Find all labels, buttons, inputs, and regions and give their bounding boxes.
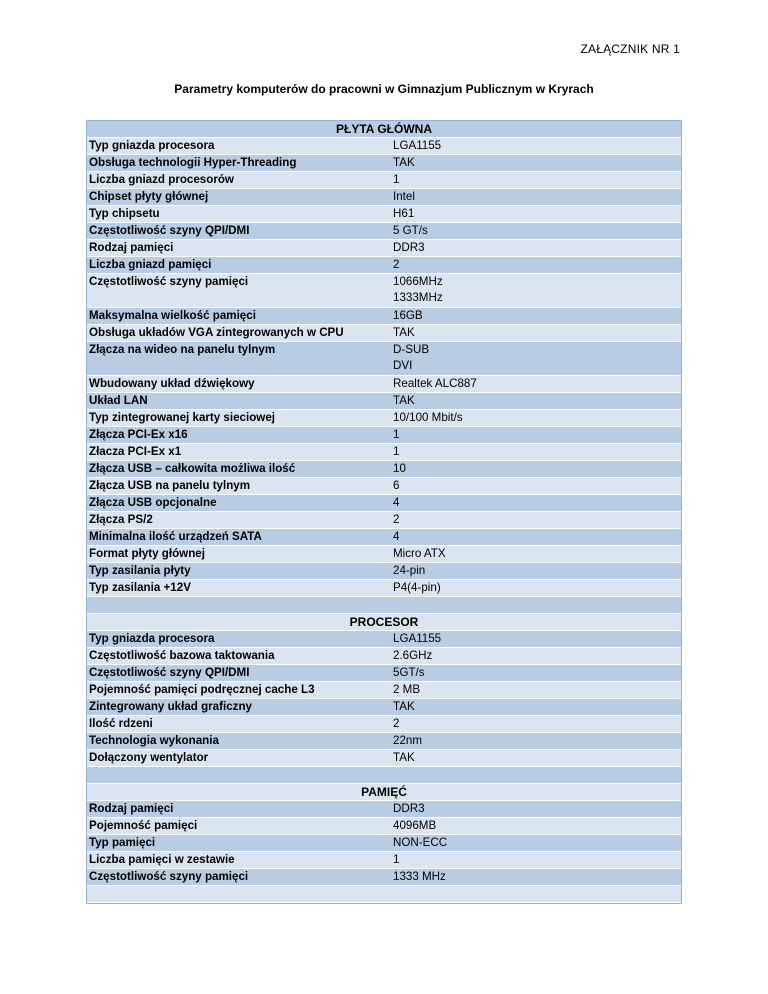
- table-row: [87, 835, 681, 852]
- parameter-value: 24-pin: [393, 564, 426, 577]
- parameter-label: Rodzaj pamięci: [89, 241, 174, 254]
- parameter-label: Częstotliwość bazowa taktowania: [89, 649, 275, 662]
- parameter-label: Złącza USB na panelu tylnym: [89, 479, 251, 492]
- parameter-value: 1: [393, 428, 400, 441]
- parameter-label: Częstotliwość szyny pamięci: [89, 870, 249, 883]
- parameter-value: DDR3: [393, 241, 425, 254]
- parameter-value: 1066MHz 1333MHz: [393, 275, 443, 304]
- parameter-value: 4096MB: [393, 819, 437, 832]
- table-row: [87, 495, 681, 512]
- parameter-value: TAK: [393, 326, 415, 339]
- parameter-label: Ilość rdzeni: [89, 717, 153, 730]
- parameter-label: Obsługa układów VGA zintegrowanych w CPU: [89, 326, 344, 339]
- table-row: [87, 155, 681, 172]
- parameter-label: Zintegrowany układ graficzny: [89, 700, 252, 713]
- specification-table: [86, 120, 682, 904]
- table-row: [87, 631, 681, 648]
- parameter-value: 2 MB: [393, 683, 421, 696]
- parameter-label: Typ pamięci: [89, 836, 156, 849]
- table-row: [87, 138, 681, 155]
- parameter-value: 1: [393, 853, 400, 866]
- parameter-value: 4: [393, 530, 400, 543]
- table-row: [87, 206, 681, 223]
- parameter-label: Złącza USB opcjonalne: [89, 496, 217, 509]
- table-row: [87, 699, 681, 716]
- parameter-value: NON-ECC: [393, 836, 448, 849]
- parameter-label: Częstotliwość szyny pamięci: [89, 275, 249, 288]
- table-row: [87, 189, 681, 206]
- parameter-value: 4: [393, 496, 400, 509]
- parameter-label: Układ LAN: [89, 394, 148, 407]
- parameter-label: Minimalna ilość urządzeń SATA: [89, 530, 262, 543]
- table-row: [87, 665, 681, 682]
- parameter-label: Typ zasilania płyty: [89, 564, 191, 577]
- section-title: PŁYTA GŁÓWNA: [336, 122, 432, 136]
- table-row: [87, 512, 681, 529]
- table-row: [87, 852, 681, 869]
- parameter-label: Pojemność pamięci: [89, 819, 198, 832]
- parameter-label: Częstotliwość szyny QPI/DMI: [89, 224, 250, 237]
- parameter-label: Liczba gniazd pamięci: [89, 258, 212, 271]
- table-row: [87, 257, 681, 274]
- table-row: [87, 546, 681, 563]
- parameter-value: DDR3: [393, 802, 425, 815]
- parameter-label: Technologia wykonania: [89, 734, 219, 747]
- parameter-label: Złącza PCI-Ex x16: [89, 428, 188, 441]
- table-row: [87, 529, 681, 546]
- section-header: [87, 614, 681, 631]
- parameter-label: Złącza PS/2: [89, 513, 153, 526]
- parameter-value: 1: [393, 173, 400, 186]
- parameter-value: LGA1155: [393, 632, 442, 645]
- parameter-value: TAK: [393, 700, 415, 713]
- table-row: [87, 393, 681, 410]
- parameter-label: Rodzaj pamięci: [89, 802, 174, 815]
- parameter-value: 1333 MHz: [393, 870, 446, 883]
- parameter-value: TAK: [393, 751, 415, 764]
- parameter-label: Typ chipsetu: [89, 207, 160, 220]
- parameter-label: Częstotliwość szyny QPI/DMI: [89, 666, 250, 679]
- blank-row: [87, 597, 681, 614]
- table-row: [87, 325, 681, 342]
- table-row: [87, 240, 681, 257]
- parameter-value: 2: [393, 258, 400, 271]
- parameter-label: Złącza USB – całkowita możliwa ilość: [89, 462, 296, 475]
- parameter-value: LGA1155: [393, 139, 442, 152]
- attachment-label: ZAŁĄCZNIK NR 1: [580, 42, 680, 56]
- table-row: [87, 648, 681, 665]
- table-row: [87, 410, 681, 427]
- parameter-value: 1: [393, 445, 400, 458]
- table-row: [87, 308, 681, 325]
- parameter-value: 16GB: [393, 309, 423, 322]
- parameter-value: D-SUB DVI: [393, 343, 430, 372]
- parameter-value: Realtek ALC887: [393, 377, 477, 390]
- blank-row: [87, 767, 681, 784]
- parameter-value: 2: [393, 513, 400, 526]
- parameter-value: 10: [393, 462, 406, 475]
- table-row: [87, 818, 681, 835]
- parameter-value: TAK: [393, 156, 415, 169]
- parameter-label: Typ zintegrowanej karty sieciowej: [89, 411, 275, 424]
- table-row: [87, 172, 681, 189]
- document-title: Parametry komputerów do pracowni w Gimnazjum Publicznym w Kryrach: [174, 82, 594, 96]
- table-row: [87, 801, 681, 818]
- table-row: [87, 478, 681, 495]
- parameter-label: Chipset płyty głównej: [89, 190, 209, 203]
- table-row: [87, 444, 681, 461]
- table-row: [87, 427, 681, 444]
- section-title: PROCESOR: [349, 615, 419, 629]
- section-header: [87, 121, 681, 138]
- section-header: [87, 784, 681, 801]
- table-row: [87, 376, 681, 393]
- parameter-label: Typ gniazda procesora: [89, 632, 215, 645]
- blank-row: [87, 886, 681, 903]
- parameter-label: Format płyty głównej: [89, 547, 205, 560]
- table-row: [87, 461, 681, 478]
- parameter-value: 5 GT/s: [393, 224, 428, 237]
- parameter-label: Liczba pamięci w zestawie: [89, 853, 235, 866]
- table-row: [87, 869, 681, 886]
- table-row: [87, 274, 681, 308]
- table-row: [87, 716, 681, 733]
- table-row: [87, 223, 681, 240]
- parameter-value: TAK: [393, 394, 415, 407]
- parameter-value: Micro ATX: [393, 547, 446, 560]
- parameter-label: Złacza PCI-Ex x1: [89, 445, 182, 458]
- parameter-value: 5GT/s: [393, 666, 425, 679]
- parameter-label: Typ zasilania +12V: [89, 581, 191, 594]
- parameter-value: 10/100 Mbit/s: [393, 411, 463, 424]
- table-row: [87, 342, 681, 376]
- parameter-value: 2.6GHz: [393, 649, 433, 662]
- parameter-label: Wbudowany układ dźwiękowy: [89, 377, 255, 390]
- parameter-label: Dołączony wentylator: [89, 751, 209, 764]
- parameter-label: Złącza na wideo na panelu tylnym: [89, 343, 276, 356]
- parameter-value: P4(4-pin): [393, 581, 441, 594]
- parameter-value: H61: [393, 207, 415, 220]
- parameter-label: Maksymalna wielkość pamięci: [89, 309, 256, 322]
- parameter-value: 22nm: [393, 734, 423, 747]
- parameter-value: Intel: [393, 190, 415, 203]
- parameter-value: 2: [393, 717, 400, 730]
- table-row: [87, 682, 681, 699]
- table-row: [87, 733, 681, 750]
- parameter-label: Liczba gniazd procesorów: [89, 173, 234, 186]
- parameter-label: Typ gniazda procesora: [89, 139, 215, 152]
- parameter-label: Obsługa technologii Hyper-Threading: [89, 156, 297, 169]
- parameter-value: 6: [393, 479, 400, 492]
- table-row: [87, 563, 681, 580]
- section-title: PAMIĘĆ: [361, 785, 407, 799]
- table-row: [87, 580, 681, 597]
- parameter-label: Pojemność pamięci podręcznej cache L3: [89, 683, 315, 696]
- table-row: [87, 750, 681, 767]
